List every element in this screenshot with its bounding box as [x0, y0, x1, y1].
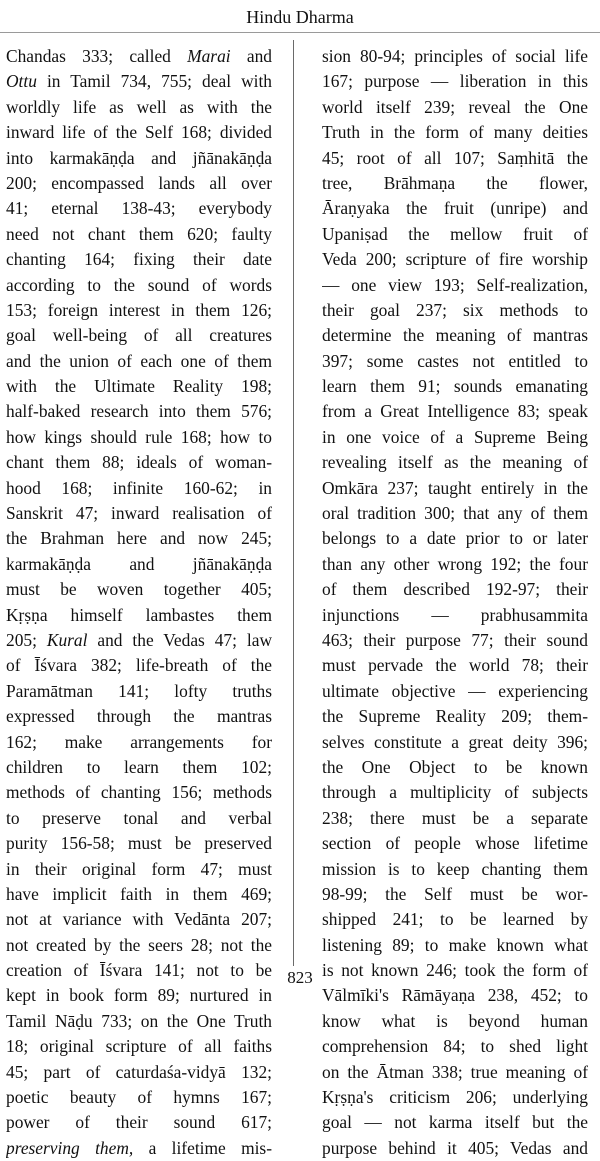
index-line: worldly life as well as with the — [6, 96, 272, 117]
index-line: on the Ātman 338; true meaning of — [322, 1061, 588, 1082]
index-line: revealing itself as the meaning of — [322, 452, 588, 473]
index-column-left — [6, 44, 272, 1161]
index-line: Sanskrit 47; inward realisation of — [6, 503, 272, 524]
index-line: tree, Brāhmaṇa the flower, — [322, 172, 588, 193]
index-line: determine the meaning of mantras — [322, 325, 588, 346]
index-line: 397; some castes not entitled to — [322, 350, 588, 371]
index-line: 162; make arrangements for — [6, 731, 272, 752]
index-line: Ottu in Tamil 734, 755; deal with — [6, 71, 272, 92]
index-line: 45; part of caturdaśa-vidyā 132; — [6, 1061, 272, 1082]
index-line: how kings should rule 168; how to — [6, 426, 272, 447]
index-line: is not known 246; took the form of — [322, 960, 588, 981]
index-line: 238; there must be a separate — [322, 807, 588, 828]
index-line: poetic beauty of hymns 167; — [6, 1087, 272, 1108]
index-line: need not chant them 620; faulty — [6, 223, 272, 244]
index-line: creation of Īśvara 141; not to be — [6, 960, 272, 981]
index-line: not created by the seers 28; not the — [6, 934, 272, 955]
index-line: goal well-being of all creatures — [6, 325, 272, 346]
index-line: Vālmīki's Rāmāyaṇa 238, 452; to — [322, 985, 588, 1006]
index-line: power of their sound 617; — [6, 1112, 272, 1133]
index-line: kept in book form 89; nurtured in — [6, 985, 272, 1006]
index-line: must be woven together 405; — [6, 579, 272, 600]
index-line: Kṛṣṇa's criticism 206; underlying — [322, 1087, 588, 1108]
index-line: injunctions — prabhusammita — [322, 604, 588, 625]
index-line: purpose behind it 405; Vedas and — [322, 1137, 588, 1158]
index-line: have implicit faith in them 469; — [6, 883, 272, 904]
index-line: methods of chanting 156; methods — [6, 782, 272, 803]
index-line: Chandas 333; called Marai and — [6, 46, 272, 66]
index-line: oral tradition 300; that any of them — [322, 503, 588, 524]
index-line: the Supreme Reality 209; them- — [322, 706, 588, 727]
index-line: 45; root of all 107; Saṃhitā the — [322, 147, 588, 168]
index-line: their goal 237; six methods to — [322, 299, 588, 320]
header-rule — [0, 32, 600, 33]
index-line: — one view 193; Self-realization, — [322, 274, 588, 295]
index-line: 41; eternal 138-43; everybody — [6, 198, 272, 219]
index-line: Tamil Nāḍu 733; on the One Truth — [6, 1010, 272, 1031]
index-line: shipped 241; to be learned by — [322, 909, 588, 930]
index-column-right — [322, 44, 588, 1161]
index-line: purity 156-58; must be preserved — [6, 833, 272, 854]
index-line: belongs to a date prior to or later — [322, 528, 588, 549]
index-line: know what is beyond human — [322, 1010, 588, 1031]
index-line: through a multiplicity of subjects — [322, 782, 588, 803]
index-line: selves constitute a great deity 396; — [322, 731, 588, 752]
index-line: expressed through the mantras — [6, 706, 272, 727]
index-line: inward life of the Self 168; divided — [6, 122, 272, 143]
index-line: with the Ultimate Reality 198; — [6, 376, 272, 397]
index-line: from a Great Intelligence 83; speak — [322, 401, 588, 422]
index-line: must pervade the world 78; their — [322, 655, 588, 676]
index-line: half-baked research into them 576; — [6, 401, 272, 422]
index-line: to preserve tonal and verbal — [6, 807, 272, 828]
index-line: according to the sound of words — [6, 274, 272, 295]
index-line: 463; their purpose 77; their sound — [322, 629, 588, 650]
index-line: karmakāṇḍa and jñānakāṇḍa — [6, 553, 272, 574]
index-line: section of people whose lifetime — [322, 833, 588, 854]
index-line: 18; original scripture of all faiths — [6, 1036, 272, 1057]
index-line: children to learn them 102; — [6, 756, 272, 777]
index-line: Truth in the form of many deities — [322, 122, 588, 143]
index-line: 153; foreign interest in them 126; — [6, 299, 272, 320]
index-line: comprehension 84; to shed light — [322, 1036, 588, 1057]
index-line: 98-99; the Self must be wor- — [322, 883, 588, 904]
index-line: 200; encompassed lands all over — [6, 172, 272, 193]
index-line: than any other wrong 192; the four — [322, 553, 588, 574]
index-line: of Īśvara 382; life-breath of the — [6, 655, 272, 676]
index-line: listening 89; to make known what — [322, 934, 588, 955]
index-line: Āraṇyaka the fruit (unripe) and — [322, 198, 588, 219]
index-line: ultimate objective — experiencing — [322, 680, 588, 701]
page-number: 823 — [287, 968, 313, 987]
column-divider — [293, 40, 294, 966]
index-line: Omkāra 237; taught entirely in the — [322, 477, 588, 498]
index-line: chanting 164; fixing their date — [6, 249, 272, 270]
index-line: Paramātman 141; lofty truths — [6, 680, 272, 701]
index-line: Kṛṣṇa himself lambastes them — [6, 604, 272, 625]
index-line: the Brahman here and now 245; — [6, 528, 272, 549]
index-line: 205; Kural and the Vedas 47; law — [6, 629, 272, 650]
index-line: not at variance with Vedānta 207; — [6, 909, 272, 930]
index-line: world itself 239; reveal the One — [322, 96, 588, 117]
index-line: in one voice of a Supreme Being — [322, 426, 588, 447]
index-line: of them described 192-97; their — [322, 579, 588, 600]
index-line: in their original form 47; must — [6, 858, 272, 879]
index-line: and the union of each one of them — [6, 350, 272, 371]
index-line: into karmakāṇḍa and jñānakāṇḍa — [6, 147, 272, 168]
index-line: sion 80-94; principles of social life — [322, 46, 588, 66]
index-line: hood 168; infinite 160-62; in — [6, 477, 272, 498]
running-head: Hindu Dharma — [246, 7, 354, 27]
index-line: learn them 91; sounds emanating — [322, 376, 588, 397]
index-line: preserving them, a lifetime mis- — [6, 1137, 272, 1158]
index-line: Veda 200; scripture of fire worship — [322, 249, 588, 270]
index-line: 167; purpose — liberation in this — [322, 71, 588, 92]
index-line: Upaniṣad the mellow fruit of — [322, 223, 588, 244]
index-line: goal — not karma itself but the — [322, 1112, 588, 1133]
index-line: the One Object to be known — [322, 756, 588, 777]
index-line: chant them 88; ideals of woman- — [6, 452, 272, 473]
index-line: mission is to keep chanting them — [322, 858, 588, 879]
